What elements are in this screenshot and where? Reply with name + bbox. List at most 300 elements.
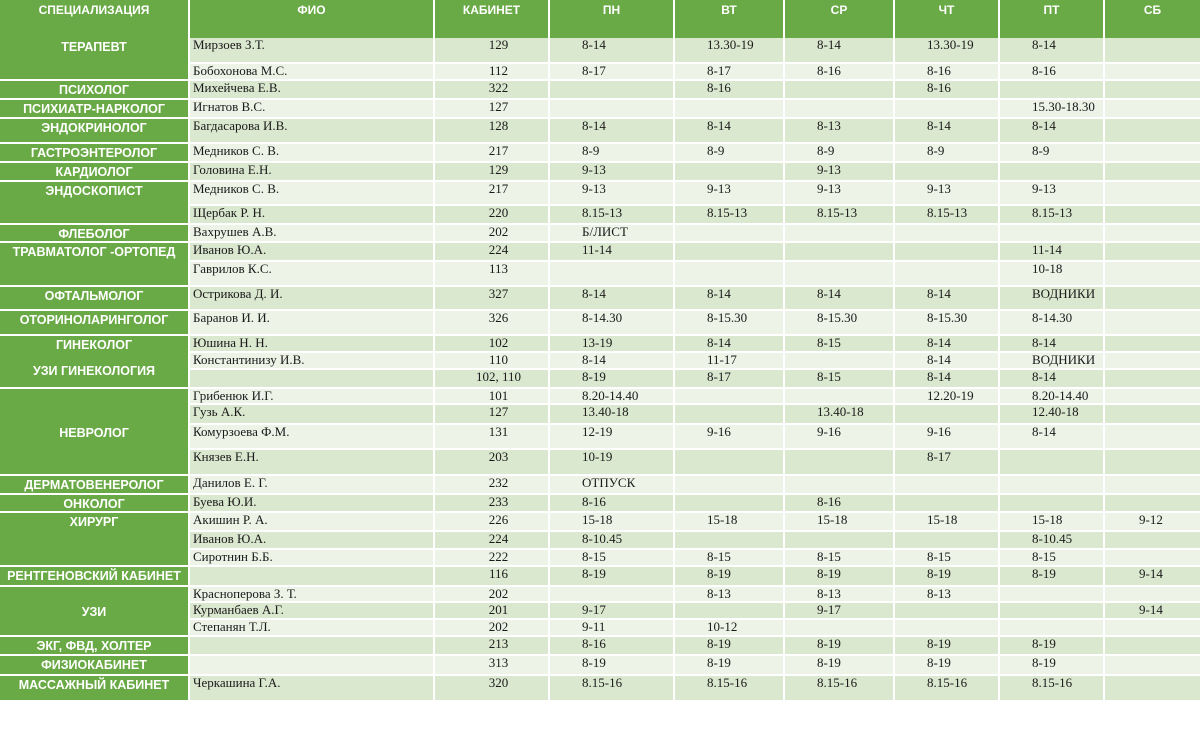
- hours-wed: 8-14: [785, 287, 895, 311]
- hours-thu: 8-15.30: [895, 311, 1000, 336]
- doctor-name: Щербак Р. Н.: [190, 206, 435, 225]
- doctor-name: Степанян Т.Л.: [190, 620, 435, 637]
- hours-thu: 8-19: [895, 637, 1000, 656]
- hours-tue: 8-17: [675, 370, 785, 389]
- hours-fri: ВОДНИКИ: [1000, 287, 1105, 311]
- hours-mon: 8-16: [550, 495, 675, 513]
- hours-fri: [1000, 225, 1105, 243]
- hours-thu: [895, 100, 1000, 119]
- hours-tue: 9-13: [675, 182, 785, 206]
- room-number: 217: [435, 144, 550, 163]
- hours-thu: [895, 476, 1000, 495]
- hours-wed: 13.40-18: [785, 405, 895, 425]
- table-row: [0, 311, 1200, 336]
- hours-fri: 8-14.30: [1000, 311, 1105, 336]
- table-row: [0, 182, 1200, 206]
- hours-wed: 9-17: [785, 603, 895, 620]
- hours-wed: 8-15: [785, 550, 895, 567]
- hours-mon: 8-19: [550, 567, 675, 587]
- hours-fri: [1000, 476, 1105, 495]
- hours-wed: 15-18: [785, 513, 895, 532]
- doctor-name: Баранов И. И.: [190, 311, 435, 336]
- room-number: 112: [435, 64, 550, 81]
- table-row: [0, 389, 1200, 405]
- table-row: [0, 656, 1200, 676]
- hours-tue: [675, 532, 785, 550]
- room-number: 131: [435, 425, 550, 450]
- hours-sat: 9-14: [1105, 603, 1200, 620]
- hours-tue: 8-14: [675, 336, 785, 353]
- hours-fri: 8-10.45: [1000, 532, 1105, 550]
- hours-sat: [1105, 676, 1200, 702]
- doctor-name: Черкашина Г.А.: [190, 676, 435, 702]
- doctor-name: Острикова Д. И.: [190, 287, 435, 311]
- doctor-name: Буева Ю.И.: [190, 495, 435, 513]
- hours-mon: [550, 262, 675, 287]
- table-row: [0, 637, 1200, 656]
- hours-wed: 8-15.30: [785, 311, 895, 336]
- room-number: 220: [435, 206, 550, 225]
- hours-mon: 8.20-14.40: [550, 389, 675, 405]
- hours-tue: 15-18: [675, 513, 785, 532]
- hours-thu: 8-15: [895, 550, 1000, 567]
- room-number: 224: [435, 532, 550, 550]
- hours-mon: 9-11: [550, 620, 675, 637]
- specialization-cell: ТЕРАПЕВТ: [0, 38, 190, 81]
- hours-fri: 8-14: [1000, 119, 1105, 144]
- room-number: 226: [435, 513, 550, 532]
- hours-fri: 15-18: [1000, 513, 1105, 532]
- hours-thu: 8.15-16: [895, 676, 1000, 702]
- hours-sat: [1105, 425, 1200, 450]
- specialization-cell: ФИЗИОКАБИНЕТ: [0, 656, 190, 676]
- hours-thu: 8-14: [895, 287, 1000, 311]
- hours-tue: 8-14: [675, 119, 785, 144]
- hours-wed: 8.15-16: [785, 676, 895, 702]
- specialization-cell: НЕВРОЛОГ: [0, 389, 190, 476]
- hours-mon: 10-19: [550, 450, 675, 476]
- hours-mon: 13.40-18: [550, 405, 675, 425]
- hours-sat: [1105, 405, 1200, 425]
- hours-sat: [1105, 311, 1200, 336]
- doctor-name: [190, 656, 435, 676]
- specialization-cell: ХИРУРГ: [0, 513, 190, 567]
- hours-thu: [895, 603, 1000, 620]
- hours-thu: 12.20-19: [895, 389, 1000, 405]
- hours-thu: 8-13: [895, 587, 1000, 603]
- doctor-name: [190, 637, 435, 656]
- hours-fri: 8.20-14.40: [1000, 389, 1105, 405]
- room-number: 322: [435, 81, 550, 100]
- hours-thu: 8.15-13: [895, 206, 1000, 225]
- hours-thu: [895, 495, 1000, 513]
- hours-fri: 12.40-18: [1000, 405, 1105, 425]
- doctor-name: Юшина Н. Н.: [190, 336, 435, 353]
- hours-thu: 8-14: [895, 336, 1000, 353]
- specialization-cell: ОФТАЛЬМОЛОГ: [0, 287, 190, 311]
- hours-wed: 8-15: [785, 370, 895, 389]
- room-number: 202: [435, 587, 550, 603]
- hours-fri: 8.15-13: [1000, 206, 1105, 225]
- table-row: [0, 38, 1200, 64]
- room-number: 326: [435, 311, 550, 336]
- table-row: [0, 567, 1200, 587]
- hours-fri: [1000, 81, 1105, 100]
- hours-mon: 8-19: [550, 656, 675, 676]
- hours-sat: [1105, 550, 1200, 567]
- doctor-name: Вахрушев А.В.: [190, 225, 435, 243]
- hours-wed: 8-16: [785, 495, 895, 513]
- hours-fri: [1000, 620, 1105, 637]
- header-thu: ЧТ: [895, 0, 1000, 38]
- header-row: [0, 0, 1200, 38]
- hours-tue: 9-16: [675, 425, 785, 450]
- hours-sat: [1105, 287, 1200, 311]
- hours-thu: [895, 163, 1000, 182]
- hours-mon: 8-16: [550, 637, 675, 656]
- hours-wed: [785, 476, 895, 495]
- hours-sat: [1105, 119, 1200, 144]
- hours-tue: 8-16: [675, 81, 785, 100]
- room-number: 213: [435, 637, 550, 656]
- doctor-name: Курманбаев А.Г.: [190, 603, 435, 620]
- hours-fri: 8-15: [1000, 550, 1105, 567]
- room-number: 116: [435, 567, 550, 587]
- hours-tue: [675, 389, 785, 405]
- hours-thu: [895, 225, 1000, 243]
- hours-fri: 15.30-18.30: [1000, 100, 1105, 119]
- table-row: [0, 476, 1200, 495]
- hours-mon: [550, 100, 675, 119]
- hours-mon: 8-14: [550, 353, 675, 370]
- hours-sat: [1105, 353, 1200, 370]
- hours-fri: [1000, 587, 1105, 603]
- hours-mon: 8-14: [550, 287, 675, 311]
- hours-thu: [895, 532, 1000, 550]
- hours-wed: 9-16: [785, 425, 895, 450]
- hours-mon: 13-19: [550, 336, 675, 353]
- hours-thu: 8-16: [895, 64, 1000, 81]
- hours-fri: 9-13: [1000, 182, 1105, 206]
- specialization-cell: РЕНТГЕНОВСКИЙ КАБИНЕТ: [0, 567, 190, 587]
- doctor-name: Грибенюк И.Г.: [190, 389, 435, 405]
- doctor-name: Иванов Ю.А.: [190, 243, 435, 262]
- header-tue: ВТ: [675, 0, 785, 38]
- specialization-cell: ЭКГ, ФВД, ХОЛТЕР: [0, 637, 190, 656]
- hours-sat: [1105, 100, 1200, 119]
- hours-mon: 8-14.30: [550, 311, 675, 336]
- hours-sat: [1105, 225, 1200, 243]
- room-number: 129: [435, 38, 550, 64]
- hours-mon: 8-14: [550, 119, 675, 144]
- doctor-name: [190, 567, 435, 587]
- specialization-cell: ОТОРИНОЛАРИНГОЛОГ: [0, 311, 190, 336]
- specialization-label: ГИНЕКОЛОГ: [55, 338, 133, 352]
- hours-wed: 8-19: [785, 637, 895, 656]
- specialization-label: УЗИ ГИНЕКОЛОГИЯ: [32, 364, 156, 378]
- room-number: 320: [435, 676, 550, 702]
- hours-tue: 8-13: [675, 587, 785, 603]
- hours-sat: [1105, 81, 1200, 100]
- hours-wed: [785, 81, 895, 100]
- hours-tue: [675, 225, 785, 243]
- doctor-name: Гузь А.К.: [190, 405, 435, 425]
- hours-thu: 8-9: [895, 144, 1000, 163]
- hours-tue: [675, 450, 785, 476]
- hours-wed: 8.15-13: [785, 206, 895, 225]
- hours-mon: 8-14: [550, 38, 675, 64]
- room-number: 202: [435, 225, 550, 243]
- hours-tue: [675, 405, 785, 425]
- hours-sat: [1105, 637, 1200, 656]
- hours-fri: 10-18: [1000, 262, 1105, 287]
- hours-wed: 9-13: [785, 182, 895, 206]
- hours-fri: 8-14: [1000, 38, 1105, 64]
- doctor-name: Бобохонова М.С.: [190, 64, 435, 81]
- hours-fri: 8-9: [1000, 144, 1105, 163]
- table-row: [0, 243, 1200, 262]
- hours-mon: 8-10.45: [550, 532, 675, 550]
- specialization-cell: ГАСТРОЭНТЕРОЛОГ: [0, 144, 190, 163]
- header-mon: ПН: [550, 0, 675, 38]
- specialization-cell: КАРДИОЛОГ: [0, 163, 190, 182]
- hours-sat: [1105, 532, 1200, 550]
- room-number: 101: [435, 389, 550, 405]
- hours-mon: [550, 587, 675, 603]
- hours-fri: 8-19: [1000, 637, 1105, 656]
- hours-tue: [675, 100, 785, 119]
- hours-tue: 8-9: [675, 144, 785, 163]
- hours-wed: [785, 620, 895, 637]
- room-number: 127: [435, 405, 550, 425]
- hours-sat: [1105, 370, 1200, 389]
- room-number: 129: [435, 163, 550, 182]
- hours-wed: [785, 243, 895, 262]
- specialization-cell: ОНКОЛОГ: [0, 495, 190, 513]
- room-number: 110: [435, 353, 550, 370]
- header-fri: ПТ: [1000, 0, 1105, 38]
- table-row: [0, 163, 1200, 182]
- hours-tue: 11-17: [675, 353, 785, 370]
- hours-mon: 15-18: [550, 513, 675, 532]
- specialization-cell: ПСИХОЛОГ: [0, 81, 190, 100]
- doctor-name: Гаврилов К.С.: [190, 262, 435, 287]
- hours-tue: [675, 243, 785, 262]
- hours-mon: 9-13: [550, 163, 675, 182]
- doctor-name: Мирзоев З.Т.: [190, 38, 435, 64]
- doctor-name: Комурзоева Ф.М.: [190, 425, 435, 450]
- doctor-name: [190, 370, 435, 389]
- header-wed: СР: [785, 0, 895, 38]
- specialization-cell: ЭНДОСКОПИСТ: [0, 182, 190, 225]
- hours-mon: 8.15-13: [550, 206, 675, 225]
- hours-sat: 9-14: [1105, 567, 1200, 587]
- hours-tue: 8.15-16: [675, 676, 785, 702]
- hours-tue: 8.15-13: [675, 206, 785, 225]
- hours-sat: [1105, 656, 1200, 676]
- hours-thu: 8-14: [895, 353, 1000, 370]
- doctor-name: Иванов Ю.А.: [190, 532, 435, 550]
- hours-thu: 9-13: [895, 182, 1000, 206]
- hours-fri: 8-16: [1000, 64, 1105, 81]
- hours-fri: 8-19: [1000, 656, 1105, 676]
- header-specialization: СПЕЦИАЛИЗАЦИЯ: [0, 0, 190, 38]
- hours-tue: 8-19: [675, 567, 785, 587]
- table-row: [0, 676, 1200, 702]
- hours-thu: 8-17: [895, 450, 1000, 476]
- hours-sat: [1105, 182, 1200, 206]
- table-row: [0, 287, 1200, 311]
- hours-sat: [1105, 163, 1200, 182]
- hours-sat: [1105, 389, 1200, 405]
- hours-wed: 8-9: [785, 144, 895, 163]
- hours-mon: 11-14: [550, 243, 675, 262]
- hours-fri: 8-19: [1000, 567, 1105, 587]
- hours-tue: 8-17: [675, 64, 785, 81]
- specialization-cell: [0, 336, 190, 389]
- hours-sat: 9-12: [1105, 513, 1200, 532]
- hours-sat: [1105, 587, 1200, 603]
- room-number: 224: [435, 243, 550, 262]
- doctor-name: Игнатов В.С.: [190, 100, 435, 119]
- hours-tue: 8-19: [675, 656, 785, 676]
- hours-tue: 8-14: [675, 287, 785, 311]
- doctor-name: Акишин Р. А.: [190, 513, 435, 532]
- doctor-name: Багдасарова И.В.: [190, 119, 435, 144]
- hours-fri: 8-14: [1000, 336, 1105, 353]
- room-number: 102, 110: [435, 370, 550, 389]
- hours-tue: 8-19: [675, 637, 785, 656]
- table-row: [0, 225, 1200, 243]
- hours-fri: 8-14: [1000, 370, 1105, 389]
- hours-sat: [1105, 38, 1200, 64]
- hours-mon: 12-19: [550, 425, 675, 450]
- hours-sat: [1105, 64, 1200, 81]
- hours-sat: [1105, 495, 1200, 513]
- hours-mon: 8-17: [550, 64, 675, 81]
- hours-fri: [1000, 603, 1105, 620]
- table-row: [0, 587, 1200, 603]
- hours-thu: 9-16: [895, 425, 1000, 450]
- hours-tue: 10-12: [675, 620, 785, 637]
- hours-tue: [675, 495, 785, 513]
- table-row: [0, 495, 1200, 513]
- room-number: 201: [435, 603, 550, 620]
- doctor-name: Князев Е.Н.: [190, 450, 435, 476]
- header-sat: СБ: [1105, 0, 1200, 38]
- room-number: 232: [435, 476, 550, 495]
- hours-wed: 8-19: [785, 567, 895, 587]
- hours-sat: [1105, 262, 1200, 287]
- hours-mon: 8-15: [550, 550, 675, 567]
- hours-wed: 8-16: [785, 64, 895, 81]
- hours-fri: 11-14: [1000, 243, 1105, 262]
- hours-tue: [675, 476, 785, 495]
- hours-mon: 8.15-16: [550, 676, 675, 702]
- header-name: ФИО: [190, 0, 435, 38]
- table-row: [0, 100, 1200, 119]
- doctor-name: Данилов Е. Г.: [190, 476, 435, 495]
- hours-sat: [1105, 243, 1200, 262]
- hours-mon: 8-9: [550, 144, 675, 163]
- hours-wed: 9-13: [785, 163, 895, 182]
- room-number: 217: [435, 182, 550, 206]
- hours-wed: 8-13: [785, 587, 895, 603]
- hours-sat: [1105, 336, 1200, 353]
- specialization-cell: ДЕРМАТОВЕНЕРОЛОГ: [0, 476, 190, 495]
- specialization-cell: МАССАЖНЫЙ КАБИНЕТ: [0, 676, 190, 702]
- hours-tue: 13.30-19: [675, 38, 785, 64]
- doctor-name: Михейчева Е.В.: [190, 81, 435, 100]
- hours-thu: 8-14: [895, 370, 1000, 389]
- room-number: 233: [435, 495, 550, 513]
- hours-mon: 9-13: [550, 182, 675, 206]
- hours-thu: [895, 620, 1000, 637]
- hours-fri: [1000, 163, 1105, 182]
- hours-wed: [785, 353, 895, 370]
- hours-sat: [1105, 620, 1200, 637]
- doctor-name: Красноперова З. Т.: [190, 587, 435, 603]
- table-row: [0, 336, 1200, 353]
- hours-sat: [1105, 450, 1200, 476]
- hours-fri: [1000, 450, 1105, 476]
- hours-mon: 8-19: [550, 370, 675, 389]
- hours-tue: 8-15: [675, 550, 785, 567]
- hours-tue: [675, 163, 785, 182]
- hours-fri: 8-14: [1000, 425, 1105, 450]
- header-room: КАБИНЕТ: [435, 0, 550, 38]
- hours-sat: [1105, 206, 1200, 225]
- room-number: 127: [435, 100, 550, 119]
- room-number: 113: [435, 262, 550, 287]
- specialization-cell: ФЛЕБОЛОГ: [0, 225, 190, 243]
- hours-thu: 8-14: [895, 119, 1000, 144]
- hours-thu: 15-18: [895, 513, 1000, 532]
- room-number: 313: [435, 656, 550, 676]
- hours-thu: 8-16: [895, 81, 1000, 100]
- hours-wed: 8-13: [785, 119, 895, 144]
- doctor-name: Медников С. В.: [190, 182, 435, 206]
- hours-wed: [785, 100, 895, 119]
- doctor-name: Головина Е.Н.: [190, 163, 435, 182]
- room-number: 203: [435, 450, 550, 476]
- hours-thu: 13.30-19: [895, 38, 1000, 64]
- table-row: [0, 81, 1200, 100]
- hours-mon: 9-17: [550, 603, 675, 620]
- hours-wed: [785, 225, 895, 243]
- table-row: [0, 513, 1200, 532]
- table-row: [0, 144, 1200, 163]
- hours-wed: 8-19: [785, 656, 895, 676]
- hours-thu: [895, 405, 1000, 425]
- hours-tue: [675, 603, 785, 620]
- hours-mon: ОТПУСК: [550, 476, 675, 495]
- hours-mon: [550, 81, 675, 100]
- specialization-cell: ЭНДОКРИНОЛОГ: [0, 119, 190, 144]
- table-row: [0, 119, 1200, 144]
- hours-sat: [1105, 144, 1200, 163]
- hours-mon: Б/ЛИСТ: [550, 225, 675, 243]
- room-number: 128: [435, 119, 550, 144]
- specialization-cell: ТРАВМАТОЛОГ -ОРТОПЕД: [0, 243, 190, 287]
- hours-wed: 8-15: [785, 336, 895, 353]
- hours-wed: [785, 450, 895, 476]
- room-number: 202: [435, 620, 550, 637]
- hours-tue: [675, 262, 785, 287]
- doctor-name: Константинизу И.В.: [190, 353, 435, 370]
- doctor-name: Сиротнин Б.Б.: [190, 550, 435, 567]
- hours-sat: [1105, 476, 1200, 495]
